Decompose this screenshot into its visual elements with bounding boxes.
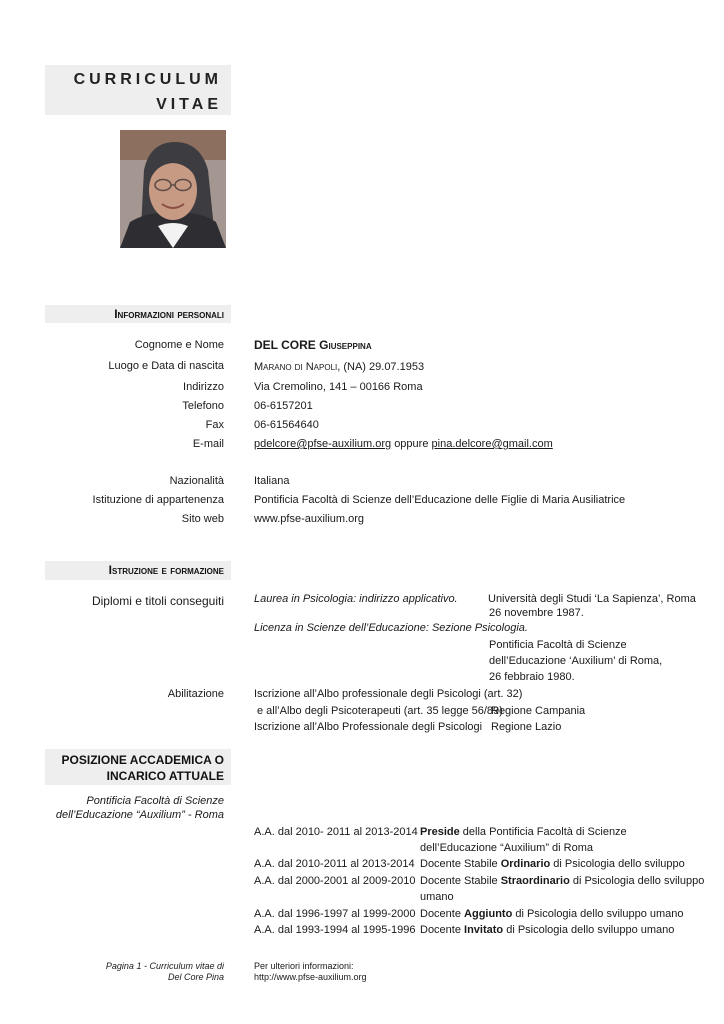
position-period: A.A. dal 1993-1994 al 1995-1996 [254,924,416,936]
nationality-value: Italiana [254,475,290,487]
position-role [420,842,593,854]
surname: DEL CORE [254,338,316,352]
degree-2-date: 26 febbraio 1980. [489,671,575,683]
footer-page-suffix: - Curriculum vitae di [141,961,224,971]
name-label: Cognome e Nome [134,339,224,351]
fax-value: 06-61564640 [254,419,319,431]
position-role-post: di Psicologia dello sviluppo umano [503,924,675,936]
degree-1: Laurea in Psicologia: indirizzo applicativo. [254,593,458,605]
footer-info-line2[interactable]: http://www.pfse-auxilium.org [254,972,367,982]
abilitazione-2-region: Regione Campania [491,705,586,717]
phone-value: 06-6157201 [254,400,313,412]
profile-photo [120,130,226,248]
footer-name: Del Core Pina [167,972,224,982]
position-role-bold: Straordinario [500,875,570,887]
email-value [254,438,553,450]
fax-label: Fax [205,419,224,431]
cv-title-line1: CURRICULUM [73,71,222,88]
institution-label: Istituzione di appartenenza [92,494,224,506]
nationality-label: Nazionalità [169,475,224,487]
position-role [420,826,627,838]
abilitazione-3-region: Regione Lazio [491,721,562,733]
degree-2-institution-line2: dell’Educazione ‘Auxilium’ di Roma, [489,655,663,667]
footer-page-number: 1 [136,961,142,971]
email-link-primary[interactable]: pdelcore@pfse-auxilium.org [254,438,392,450]
phone-label: Telefono [182,400,224,412]
email-link-secondary[interactable]: pina.delcore@gmail.com [431,438,553,450]
footer-info-line1: Per ulteriori informazioni: [254,961,354,971]
position-role-bold: Preside [420,826,460,838]
degree-2: Licenza in Scienze dell’Educazione: Sezione Psicologia. [254,622,528,634]
abilitazione-1: Iscrizione all’Albo professionale degli Psicologi (art. 32) [254,688,523,700]
position-role [420,858,685,870]
name-value [254,338,372,352]
email-separator: oppure [394,438,429,450]
degree-1-institution: Università degli Studi ‘La Sapienza’, Roma [488,593,696,605]
address-label: Indirizzo [183,381,224,393]
position-role-pre: Docente Stabile [420,875,501,887]
position-org-line2: dell’Educazione “Auxilium” - Roma [55,809,224,821]
email-label: E-mail [192,438,224,450]
position-role-pre: Docente [420,924,465,936]
footer-page [106,961,224,971]
position-period: A.A. dal 1996-1997 al 1999-2000 [254,908,416,920]
position-role [420,891,454,903]
section-personal-info: Informazioni personali [45,305,231,323]
cv-title-box [45,65,231,115]
position-role-bold: Aggiunto [464,908,513,920]
cv-title-line2: VITAE [156,96,222,113]
position-role-post: di Psicologia dello sviluppo [569,875,705,887]
degree-1-date: 26 novembre 1987. [489,607,584,619]
birth-place: Marano di Napoli [254,361,338,373]
birth-label: Luogo e Data di nascita [108,360,224,372]
abilitazione-2: e all’Albo degli Psicoterapeuti (art. 35 legge 56/89) [257,705,503,717]
birth-details: , (NA) 29.07.1953 [337,361,425,373]
position-role-pre: Docente [420,908,465,920]
position-role-post: della Pontificia Facoltà di Scienze [459,826,627,838]
position-role [420,908,684,920]
website-value[interactable]: www.pfse-auxilium.org [254,513,365,525]
position-org-line1: Pontificia Facoltà di Scienze [86,795,224,807]
section-academic-position [45,749,231,785]
position-period: A.A. dal 2000-2001 al 2009-2010 [254,875,416,887]
section-academic-position-line1: POSIZIONE ACCADEMICA O [61,753,224,767]
institution-value: Pontificia Facoltà di Scienze dell’Educazione delle Figlie di Maria Ausiliatrice [254,494,626,506]
birth-value [254,361,424,373]
abilitazione-3: Iscrizione all’Albo Professionale degli Psicologi [254,721,483,733]
degree-2-institution-line1: Pontificia Facoltà di Scienze [489,639,627,651]
position-role-post: di Psicologia dello sviluppo umano [512,908,684,920]
position-role [420,924,674,936]
position-role-pre: dell’Educazione “Auxilium” di Roma [420,842,594,854]
position-role-post: di Psicologia dello sviluppo [550,858,685,870]
given-name: Giuseppina [319,338,372,352]
footer-page-prefix: Pagina [105,961,134,971]
section-academic-position-line2: INCARICO ATTUALE [106,769,224,783]
position-role-pre: umano [420,891,454,903]
section-education: Istruzione e formazione [45,561,231,580]
position-role [420,875,704,887]
position-role-bold: Invitato [464,924,504,936]
website-label: Sito web [181,513,224,525]
degrees-label: Diplomi e titoli conseguiti [91,594,224,608]
position-period: A.A. dal 2010-2011 al 2013-2014 [254,858,415,870]
position-period: A.A. dal 2010- 2011 al 2013-2014 [254,826,418,838]
address-value: Via Cremolino, 141 – 00166 Roma [254,381,423,393]
position-role-bold: Ordinario [500,858,551,870]
abilitazione-label: Abilitazione [167,688,224,700]
position-role-pre: Docente Stabile [420,858,501,870]
